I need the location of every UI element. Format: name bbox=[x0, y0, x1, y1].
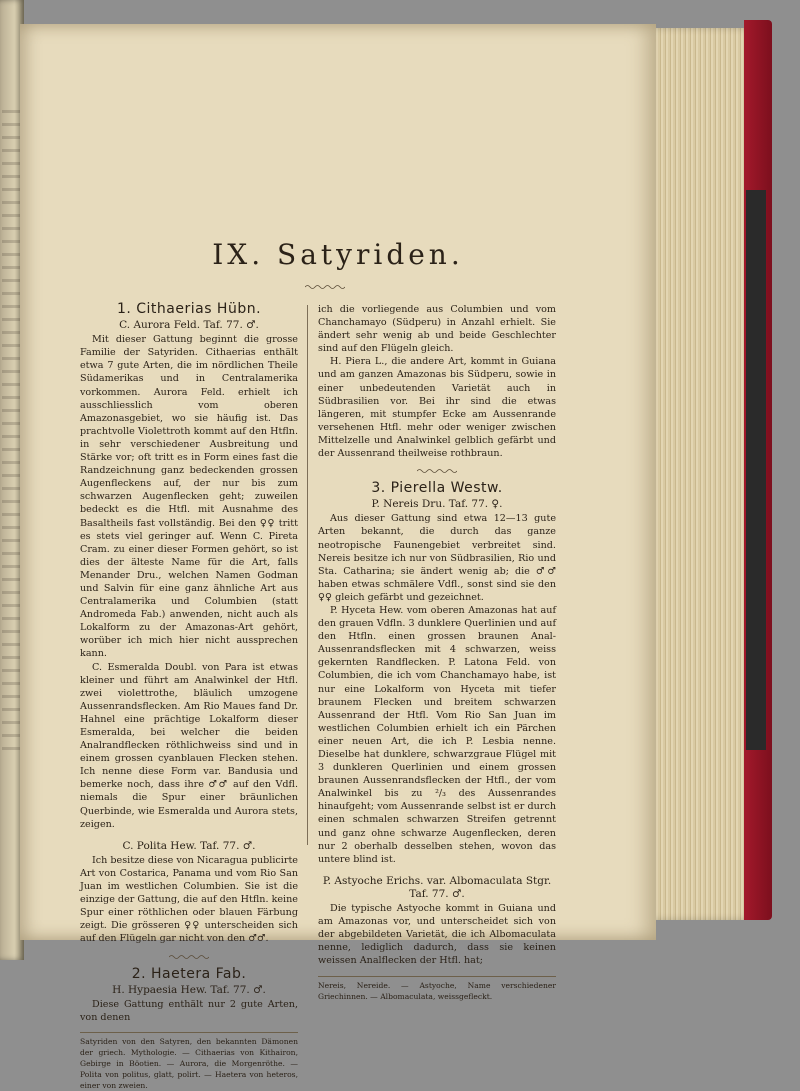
column-divider bbox=[307, 305, 308, 845]
chapter-title: IX. Satyriden. bbox=[212, 238, 464, 271]
genus-heading: 3. Pierella Westw. bbox=[371, 480, 503, 497]
book-page-stack bbox=[648, 28, 746, 920]
section-ornament bbox=[417, 468, 457, 474]
genus-heading: 1. Cithaerias Hübn. bbox=[116, 301, 262, 317]
footnote: Satyriden von den Satyren, den bekannten Dämonen der griech. Mythologie. — Cithaerias von Kithairon, Gebirge in Böotien. — Aurora, die Morgenröthe. — Polita von politus, glatt, polirt. — Haetera von heteros, einer von zweien. bbox=[80, 1032, 298, 1091]
paragraph: Diese Gattung enthält nur 2 gute Arten, von denen bbox=[80, 998, 298, 1023]
footnote: Nereis, Nereide. — Astyoche, Name verschiedener Griechinnen. — Albomaculata, weissgefleckt. bbox=[318, 976, 556, 1002]
right-column bbox=[318, 303, 556, 1002]
species-heading: H. Hypaesia Hew. Taf. 77. ♂. bbox=[112, 983, 266, 996]
species-heading: P. Astyoche Erichs. var. Albomaculata Stgr. Taf. 77. ♂. bbox=[322, 874, 552, 900]
paragraph: Die typische Astyoche kommt in Guiana und am Amazonas vor, und unterscheidet sich von der abgebildeten Varietät, die ich Albomaculata nenne, lediglich dadurch, dass sie keinen weissen Analflecken der Htfl. hat; bbox=[318, 903, 556, 967]
paragraph: ich die vorliegende aus Columbien und vom Chanchamayo (Südperu) in Anzahl erhielt. Sie ändert sehr wenig ab und beide Geschlechter sind auf den Flügeln gleich. bbox=[318, 304, 556, 355]
previous-page-text-fragments bbox=[2, 110, 20, 750]
section-ornament bbox=[169, 954, 209, 960]
paragraph: P. Hyceta Hew. vom oberen Amazonas hat auf den grauen Vdfln. 3 dunklere Querlinien und auf den Htfln. einen grossen braunen Anal-Aussenrandsflecken mit 4 schwarzen, weiss gekernten Randflecken. P. Latona Feld. von Columbien, die ich vom Chanchamayo habe, ist nur eine Lokalform von Hyceta mit tiefer braunem Flecken und breitem schwarzen Aussenrand der Htfl. Vom Rio San Juan im westlichen Columbien erhielt ich ein Pärchen einer neuen Art, die ich P. Lesbia nenne. Dieselbe hat dunklere, schwarzgraue Flügel mit 3 dunkleren Querlinien und einem grossen braunen Aussenrandsflecken der Htfl., der vom Analwinkel bis zu ²/₃ des Aussenrandes hinaufgeht; vom Aussenrande selbst ist er durch einen schmalen schwarzen Streifen getrennt und ganz ohne schwarze Augenflecken, deren nur 2 oberhalb desselben stehen, wovon das untere blind ist. bbox=[318, 604, 556, 865]
paragraph: C. Esmeralda Doubl. von Para ist etwas kleiner und führt am Analwinkel der Htfl. zwei violettrothe, bläulich umzogene Aussenrandsflecken. Am Rio Maues fand Dr. Hahnel eine prächtige Lokalform dieser Esmeralda, bei welcher die beiden Analrandflecken röthlichweiss sind und in einem grossen cyanblauen Flecken stehen. Ich nenne diese Form var. Bandusia und bemerke noch, dass ihre ♂♂ auf den Vdfl. niemals die Spur einer bräunlichen Querbinde, wie Esmeralda und Aurora stets, zeigen. bbox=[80, 661, 298, 830]
paragraph: Ich besitze diese von Nicaragua publicirte Art von Costarica, Panama und vom Rio San Juan im westlichen Columbien. Sie ist die einzige der Gattung, die auf den Htfln. keine Spur einer röthlichen oder blauen Färbung zeigt. Die grösseren ♀♀ unterscheiden sich auf den Flügeln gar nicht von den ♂♂. bbox=[80, 854, 298, 945]
title-ornament-rule bbox=[305, 284, 345, 290]
paragraph: Aus dieser Gattung sind etwa 12—13 gute Arten bekannt, die durch das ganze neotropische Faunengebiet verbreitet sind. Nereis besitze ich nur von Südbrasilien, Rio und Sta. Catharina; sie ändert wenig ab; die ♂♂ haben etwas schmälere Vdfl., sonst sind sie den ♀♀ gleich gefärbt und gezeichnet. bbox=[318, 513, 556, 603]
genus-heading: 2. Haetera Fab. bbox=[131, 965, 247, 982]
species-heading: P. Nereis Dru. Taf. 77. ♀. bbox=[371, 498, 503, 511]
left-column bbox=[80, 303, 298, 1091]
species-heading: C. Polita Hew. Taf. 77. ♂. bbox=[122, 839, 256, 852]
paragraph: H. Piera L., die andere Art, kommt in Guiana und am ganzen Amazonas bis Südperu, sowie in einer unbedeutenden Varietät auch in Südbrasilien vor. Bei ihr sind die etwas längeren, mit stumpfer Ecke am Aussenrande versehenen Htfl. mehr oder weniger zwischen Mittelzelle und Analwinkel gelblich gefärbt und der Aussenrand theilweise rothbraun. bbox=[318, 356, 556, 460]
paragraph: Mit dieser Gattung beginnt die grosse Familie der Satyriden. Cithaerias enthält etwa 7 gute Arten, die im nördlichen Theile Südamerikas und in Centralamerika vorkommen. Aurora Feld. erhielt ich ausschliesslich vom oberen Amazonasgebiet, wo sie häufig ist. Das prachtvolle Violettroth kommt auf den Htfln. in sehr verschiedener Ausbreitung und Stärke vor; oft tritt es in Form eines fast die Randzeichnung ganz bedeckenden grossen Augenfleckens auf, der nur bis zum schwarzen Augenflecken geht; zuweilen bedeckt es die Htfl. mit Ausnahme des Basaltheils fast vollständig. Bei den ♀♀ tritt es stets viel geringer auf. Wenn C. Pireta Cram. zu einer dieser Formen gehört, so ist dies der älteste Name für die Art, falls Menander Dru., welchen Namen Godman und Salvin für eine ganz ähnliche Art aus Centralamerika und Columbien (statt Andromeda Fab.) anwenden, nicht auch als Lokalform zu der Amazonas-Art gehört, worüber ich mich hier nicht aussprechen kann. bbox=[80, 334, 298, 660]
book-cover-band bbox=[746, 190, 766, 750]
species-heading: C. Aurora Feld. Taf. 77. ♂. bbox=[119, 319, 259, 332]
